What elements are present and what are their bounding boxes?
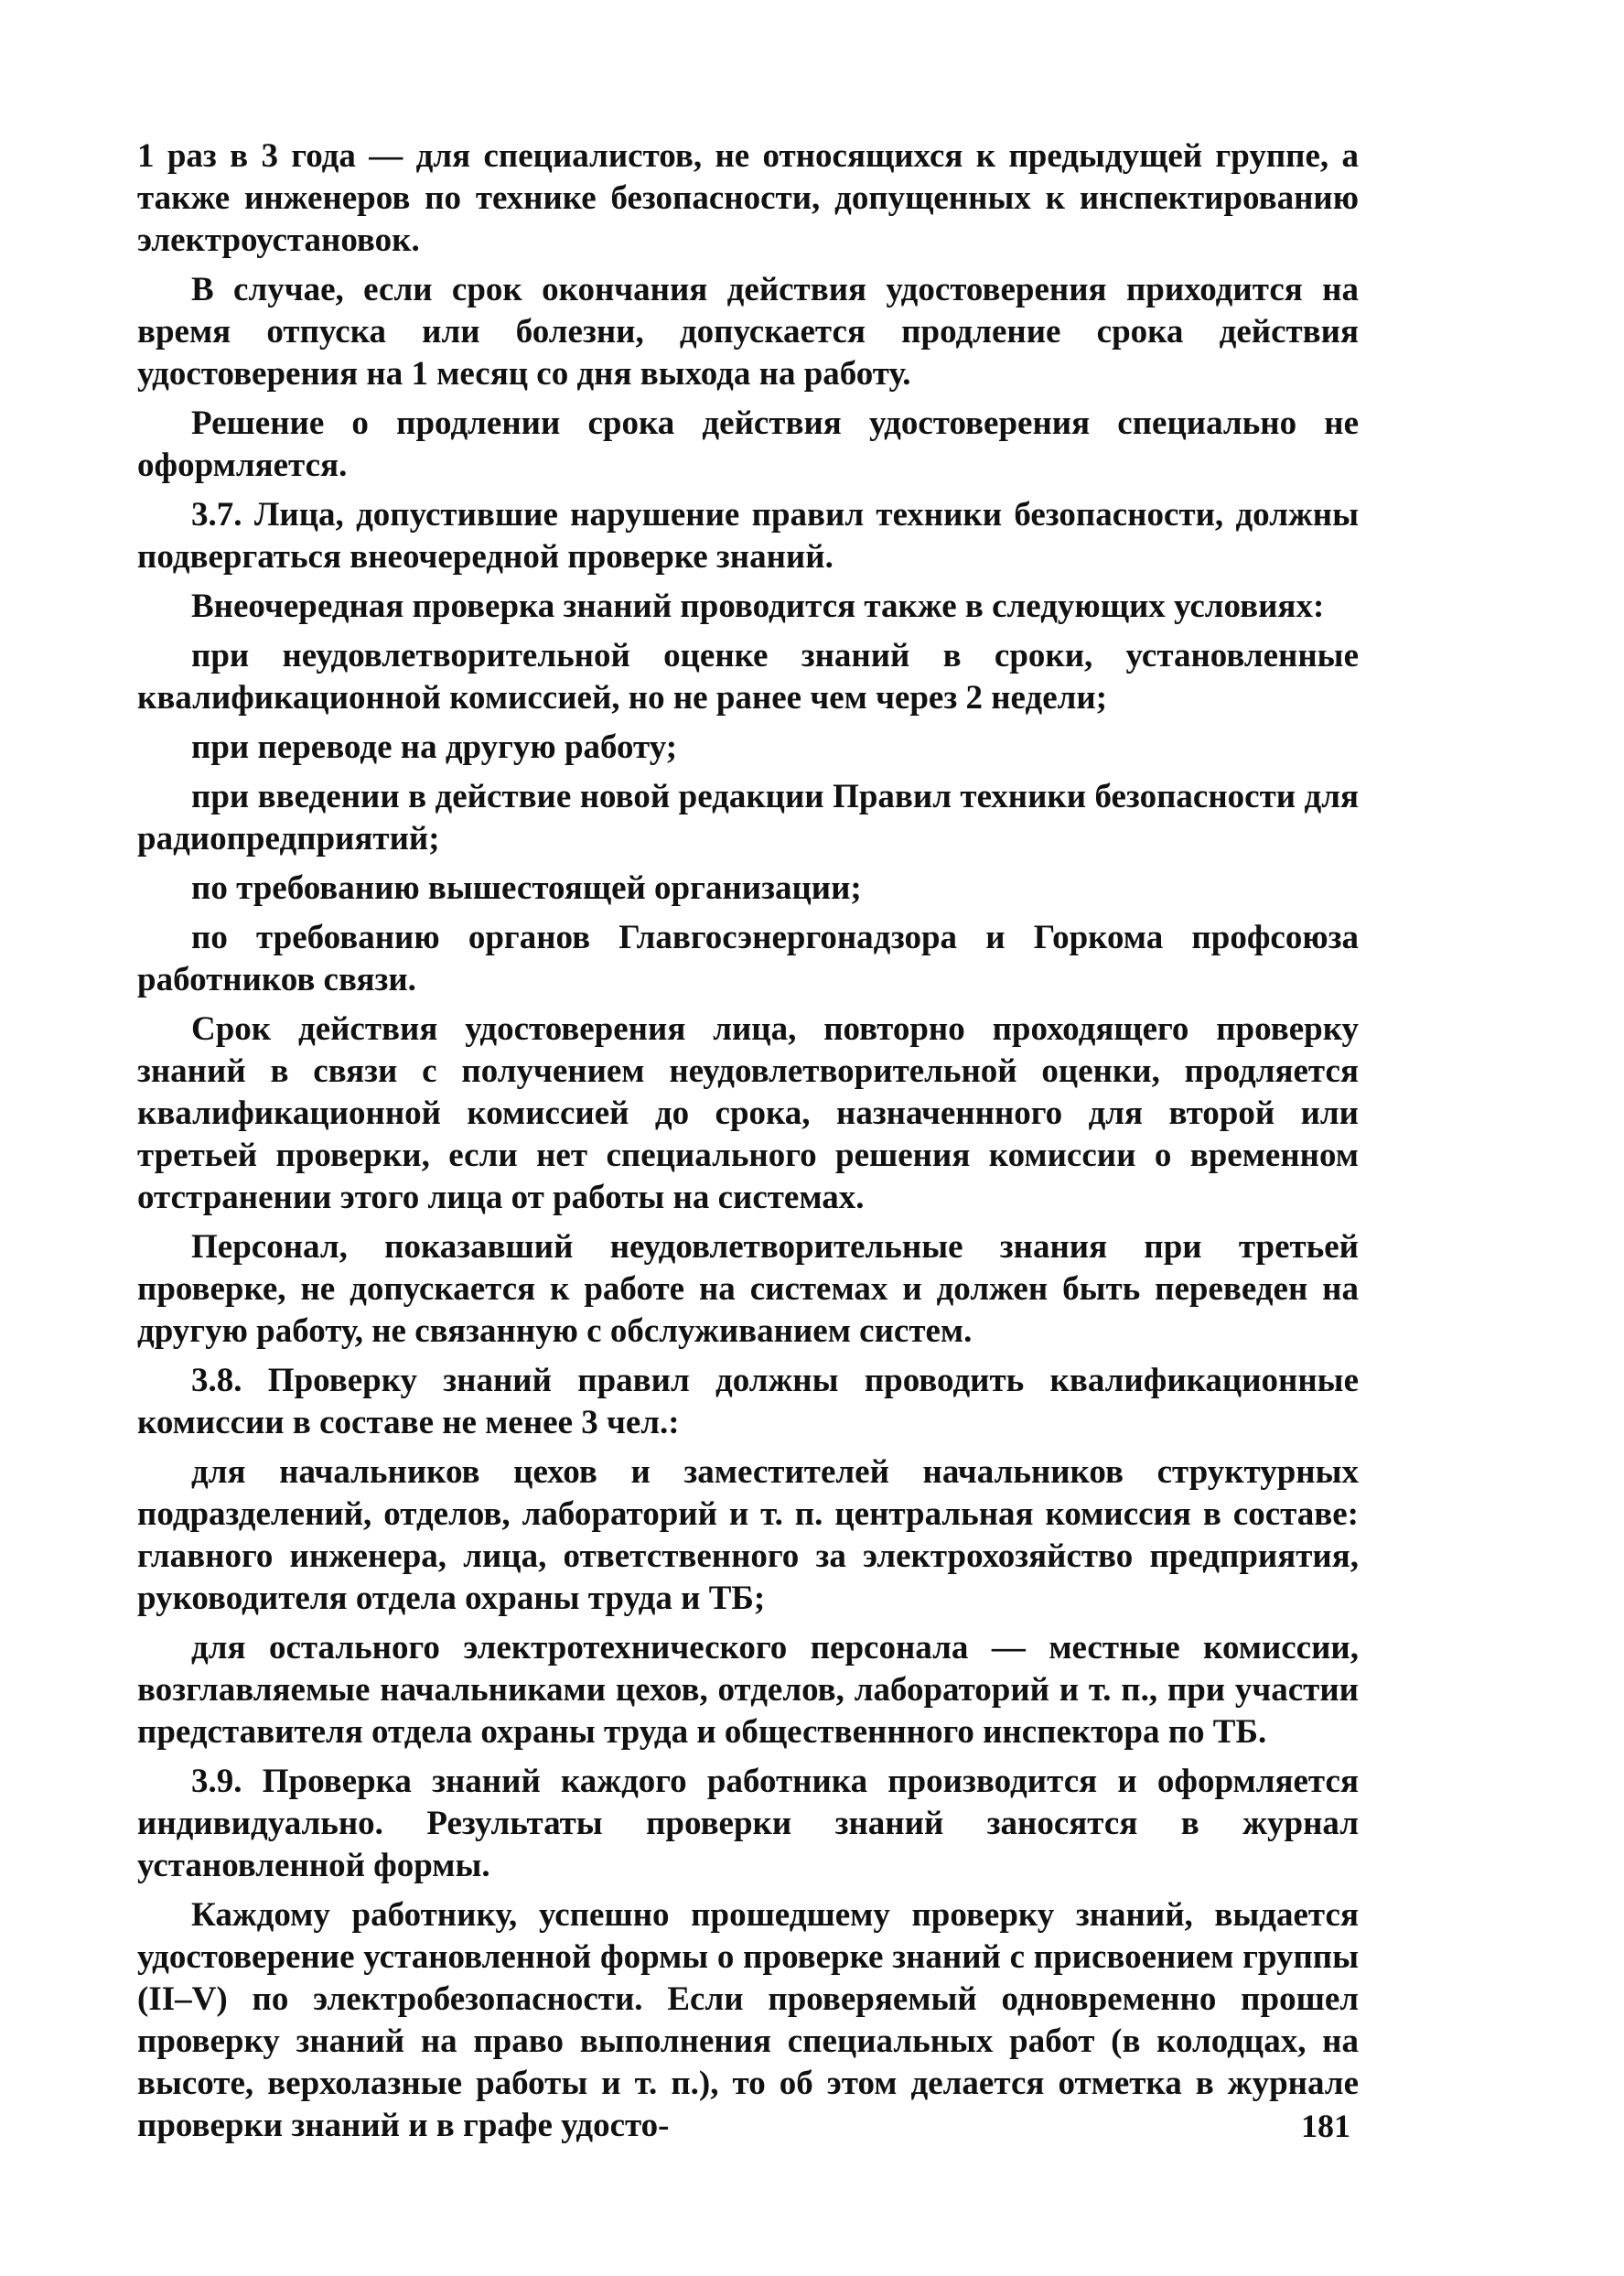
- paragraph-extension-decision: Решение о продлении срока действия удостоверения специально не оформляется.: [137, 405, 1359, 484]
- page-number: 181: [1301, 2108, 1350, 2144]
- paragraph-frequency: 1 раз в 3 года — для специалистов, не относящихся к предыдущей группе, а также инженеров по технике безопасности, допущенных к инспектированию электроустановок.: [137, 137, 1359, 259]
- paragraph-third-check: Персонал, показавший неудовлетворительные знания при третьей проверке, не допускается к работе на системах и должен быть переведен на другую работу, не связанную с обслуживанием систем.: [137, 1228, 1359, 1350]
- paragraph-repeat-check: Срок действия удостоверения лица, повторно проходящего проверку знаний в связи с получением неудовлетворительной оценки, продляется квалификационной комиссией до срока, назначеннного для второй или третьей проверки, если нет специального решения комиссии о временном отстранении этого лица от работы на системах.: [137, 1010, 1359, 1216]
- list-item-transfer: при переводе на другую работу;: [191, 728, 678, 766]
- paragraph-3-9: 3.9. Проверка знаний каждого работника производится и оформляется индивидуально. Результаты проверки знаний заносятся в журнал установленной формы.: [137, 1763, 1359, 1884]
- list-item-authorities: по требованию органов Главгосэнергонадзора и Горкома профсоюза работников связи.: [137, 919, 1359, 998]
- paragraph-3-8: 3.8. Проверку знаний правил должны проводить квалификационные комиссии в составе не менее 3 чел.:: [137, 1362, 1359, 1441]
- paragraph-extra-check: Внеочередная проверка знаний проводится также в следующих условиях:: [191, 588, 1325, 625]
- page-body: [137, 135, 1359, 2154]
- paragraph-3-7: 3.7. Лица, допустившие нарушение правил техники безопасности, должны подвергаться внеочередной проверке знаний.: [137, 496, 1359, 576]
- paragraph-certificate: Каждому работнику, успешно прошедшему проверку знаний, выдается удостоверение установленной формы о проверке знаний с присвоением группы (II–V) по электробезопасности. Если проверяемый одновременно прошел проверку знаний на право выполнения специальных работ (в колодцах, на высоте, верхолазные работы и т. п.), то об этом делается отметка в журнале проверки знаний и в графе удосто-: [137, 1896, 1359, 2144]
- list-item-higher-org: по требованию вышестоящей организации;: [191, 869, 862, 907]
- list-item-central-commission: для начальников цехов и заместителей начальников структурных подразделений, отделов, лабораторий и т. п. центральная комиссия в составе: главного инженера, лица, ответственного за электрохозяйство предприятия, руководителя отдела охраны труда и ТБ;: [137, 1453, 1359, 1617]
- list-item-unsatisfactory: при неудовлетворительной оценке знаний в сроки, установленные квалификационной комиссией, но не ранее чем через 2 недели;: [137, 637, 1359, 717]
- paragraph-extension: В случае, если срок окончания действия удостоверения приходится на время отпуска или болезни, допускается продление срока действия удостоверения на 1 месяц со дня выхода на работу.: [137, 271, 1359, 393]
- list-item-new-rules: при введении в действие новой редакции Правил техники безопасности для радиопредприятий;: [137, 778, 1359, 858]
- list-item-local-commission: для остального электротехнического персонала — местные комиссии, возглавляемые начальниками цехов, отделов, лабораторий и т. п., при участии представителя отдела охраны труда и общественнного инспектора по ТБ.: [137, 1629, 1359, 1751]
